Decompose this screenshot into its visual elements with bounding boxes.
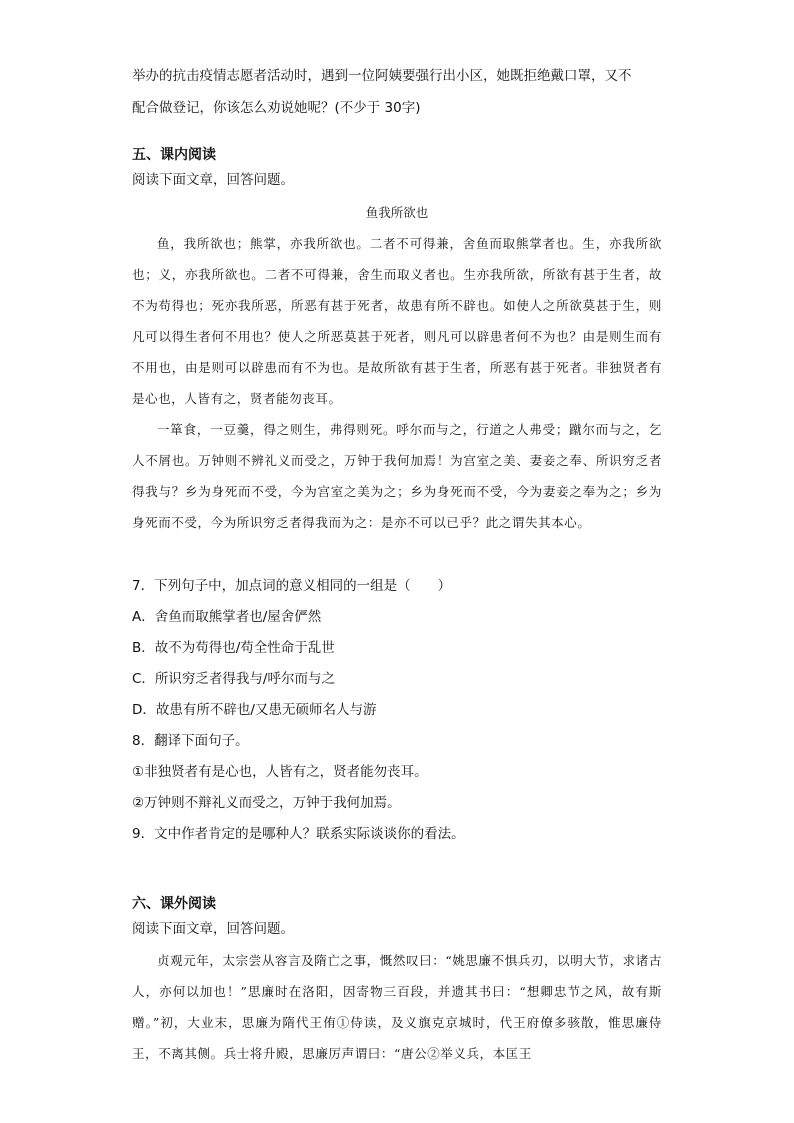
- classical-passage: [132, 945, 662, 1069]
- question-line: 8．翻译下面句子。: [132, 733, 249, 749]
- instruction: 阅读下面文章，回答问题。: [132, 172, 294, 188]
- option-d: D．故患有所不辟也/又患无硕师名人与游: [132, 702, 377, 718]
- question-line: 7．下列句子中，加点词的意义相同的一组是（ ）: [132, 578, 452, 594]
- option-b: B．故不为苟得也/苟全性命于乱世: [132, 640, 335, 656]
- section-heading: 六、课外阅读: [132, 896, 216, 912]
- question-line: 9．文中作者肯定的是哪种人？联系实际谈谈你的看法。: [132, 826, 465, 842]
- passage-paragraph: 一箪食，一豆羹，得之则生，弗得则死。呼尔而与之，行道之人弗受；蹴尔而与之，乞人不屑也。万钟则不辨礼义而受之，万钟于我何加焉！为宫室之美、妻妾之奉、所识穷乏者得我与？乡为身死而不受，今为宫室之美为之；乡为身死而不受，今为妻妾之奉为之；乡为身死而不受，今为所识穷乏者得我而为之：是亦不可以已乎？此之谓失其本心。: [132, 422, 662, 530]
- passage-paragraph: 鱼，我所欲也；熊掌，亦我所欲也。二者不可得兼，舍鱼而取熊掌者也。生，亦我所欲也；义，亦我所欲也。二者不可得兼，舍生而取义者也。生亦我所欲，所欲有甚于生者，故不为苟得也；死亦我所恶，所恶有甚于死者，故患有所不辟也。如使人之所欲莫甚于生，则凡可以得生者何不用也？使人之所恶莫甚于死者，则凡可以辟患者何不为也？由是则生而有不用也，由是则可以辟患而有不为也。是故所欲有甚于生者，所恶有甚于死者。非独贤者有是心也，人皆有之，贤者能勿丧耳。: [132, 236, 662, 406]
- option-a: A．舍鱼而取熊掌者也/屋舍俨然: [132, 609, 322, 625]
- classical-passage: [132, 228, 662, 538]
- passage-paragraph: 贞观元年，太宗尝从容言及隋亡之事，慨然叹曰：“姚思廉不惧兵刃，以明大节，求诸古人，亦何以加也！”思廉时在洛阳，因寄物三百段，并遗其书曰：“想卿忠节之风，故有斯赠。”初，大业末，思廉为隋代王侑①侍读，及义旗克京城时，代王府僚多骇散，惟思廉侍王，不离其侧。兵士将升殿，思廉厉声谓曰：“唐公②举义兵，本匡王: [132, 953, 662, 1061]
- question-line: ①非独贤者有是心也，人皆有之，贤者能勿丧耳。: [132, 764, 428, 780]
- section-heading: 五、课内阅读: [132, 147, 216, 163]
- instruction: 阅读下面文章，回答问题。: [132, 921, 294, 937]
- question-line: ②万钟则不辩礼义而受之，万钟于我何加焉。: [132, 795, 401, 811]
- text-line: 举办的抗击疫情志愿者活动时，遇到一位阿姨要强行出小区，她既拒绝戴口罩，又不: [132, 68, 632, 84]
- text-line: 配合做登记，你该怎么劝说她呢？(不少于 30字): [132, 100, 421, 116]
- option-c: C．所识穷乏者得我与/呼尔而与之: [132, 671, 335, 687]
- passage-title: 鱼我所欲也: [365, 205, 429, 220]
